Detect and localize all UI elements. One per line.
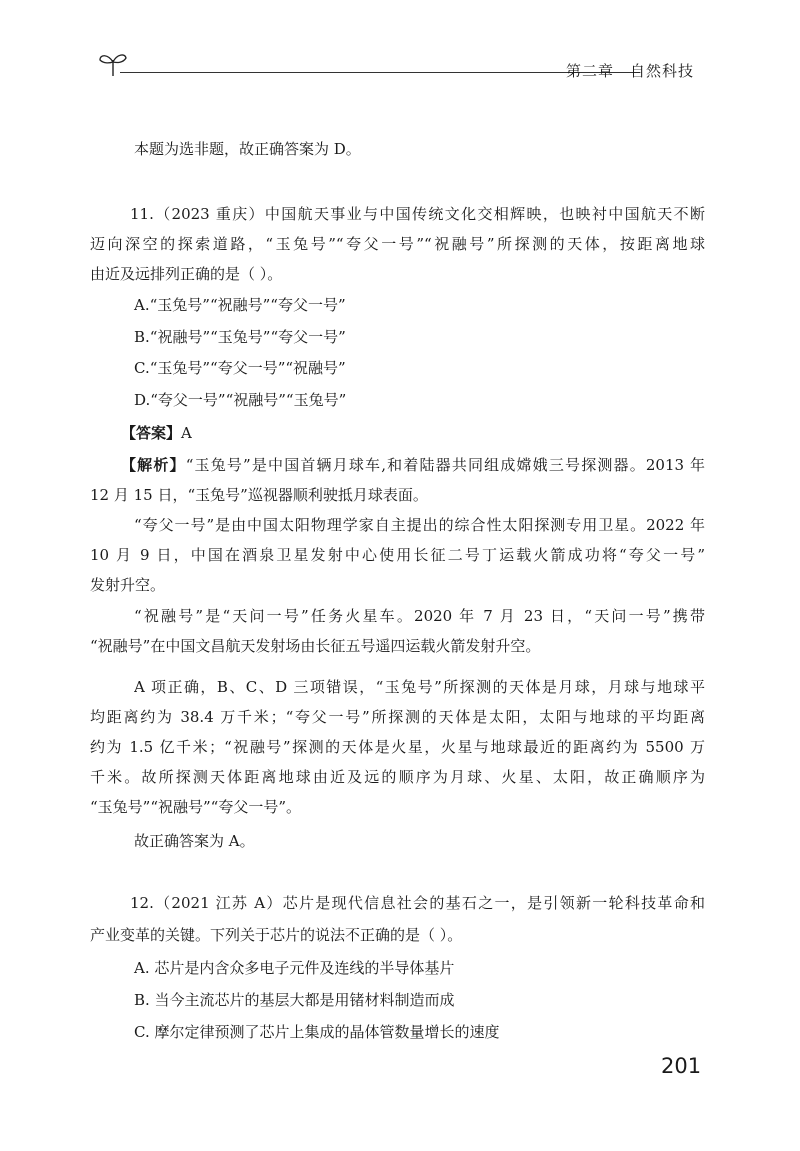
q11-analysis-line-9: 均距离约为 38.4 万千米；“夸父一号”所探测的天体是太阳，太阳与地球的平均距离 (90, 708, 705, 726)
q12-option-b: B. 当今主流芯片的基层大都是用锗材料制造而成 (134, 991, 455, 1009)
chapter-number: 第二章 (565, 62, 614, 80)
q11-stem-line-2: 迈向深空的探索道路，“玉兔号”“夸父一号”“祝融号”所探测的天体，按距离地球 (90, 235, 705, 253)
answer-value: A (181, 424, 192, 442)
q11-conclusion: 故正确答案为 A。 (134, 832, 255, 850)
q11-analysis-line-1: 【解析】“玉兔号”是中国首辆月球车,和着陆器共同组成嫦娥三号探测器。2013 年 (121, 456, 705, 474)
q12-option-c: C. 摩尔定律预测了芯片上集成的晶体管数量增长的速度 (134, 1023, 500, 1041)
q11-option-a: A.“玉兔号”“祝融号”“夸父一号” (134, 296, 346, 314)
q11-analysis-line-12: “玉兔号”“祝融号”“夸父一号”。 (90, 798, 302, 816)
q11-analysis-line-4: 10 月 9 日，中国在酒泉卫星发射中心使用长征二号丁运载火箭成功将“夸父一号” (90, 546, 705, 564)
q11-answer (121, 423, 192, 443)
analysis-label: 【解析】 (121, 456, 186, 474)
intro-line: 本题为选非题，故正确答案为 D。 (134, 140, 361, 158)
q11-analysis-line-8: A 项正确，B、C、D 三项错误，“玉兔号”所探测的天体是月球，月球与地球平 (134, 678, 705, 696)
q12-stem-line-2: 产业变革的关键。下列关于芯片的说法不正确的是（ ）。 (90, 926, 463, 944)
q11-option-c: C.“玉兔号”“夸父一号”“祝融号” (134, 359, 346, 377)
q11-analysis-line-6: “祝融号”是“天问一号”任务火星车。2020 年 7 月 23 日，“天问一号”携带 (134, 607, 705, 625)
header-rule (120, 72, 640, 73)
q11-analysis-line-10: 约为 1.5 亿千米；“祝融号”探测的天体是火星，火星与地球最近的距离约为 5500 万 (90, 738, 705, 756)
chapter-title (566, 60, 694, 81)
answer-label: 【答案】 (121, 424, 182, 442)
q11-option-b: B.“祝融号”“玉兔号”“夸父一号” (134, 328, 346, 346)
q12-option-a: A. 芯片是内含众多电子元件及连线的半导体基片 (134, 959, 455, 977)
running-header (98, 50, 698, 90)
q11-analysis-line-7: “祝融号”在中国文昌航天发射场由长征五号遥四运载火箭发射升空。 (90, 637, 541, 655)
q11-analysis-line-11: 千米。故所探测天体距离地球由近及远的顺序为月球、火星、太阳，故正确顺序为 (90, 768, 705, 786)
q11-analysis-line-3: “夸父一号”是由中国太阳物理学家自主提出的综合性太阳探测专用卫星。2022 年 (134, 516, 705, 534)
q12-stem-line-1: 12.（2021 江苏 A）芯片是现代信息社会的基石之一，是引领新一轮科技革命和 (130, 894, 705, 912)
chapter-section: 自然科技 (629, 62, 694, 80)
q11-stem-line-3: 由近及远排列正确的是（ ）。 (90, 265, 283, 283)
q11-analysis-line-2: 12 月 15 日，“玉兔号”巡视器顺利驶抵月球表面。 (90, 486, 428, 504)
sprout-icon (98, 50, 128, 78)
q11-option-d: D.“夸父一号”“祝融号”“玉兔号” (134, 391, 347, 409)
q11-analysis-line-5: 发射升空。 (90, 576, 166, 594)
page-number: 201 (661, 1054, 702, 1078)
q11-stem-line-1: 11.（2023 重庆）中国航天事业与中国传统文化交相辉映，也映衬中国航天不断 (130, 205, 705, 223)
